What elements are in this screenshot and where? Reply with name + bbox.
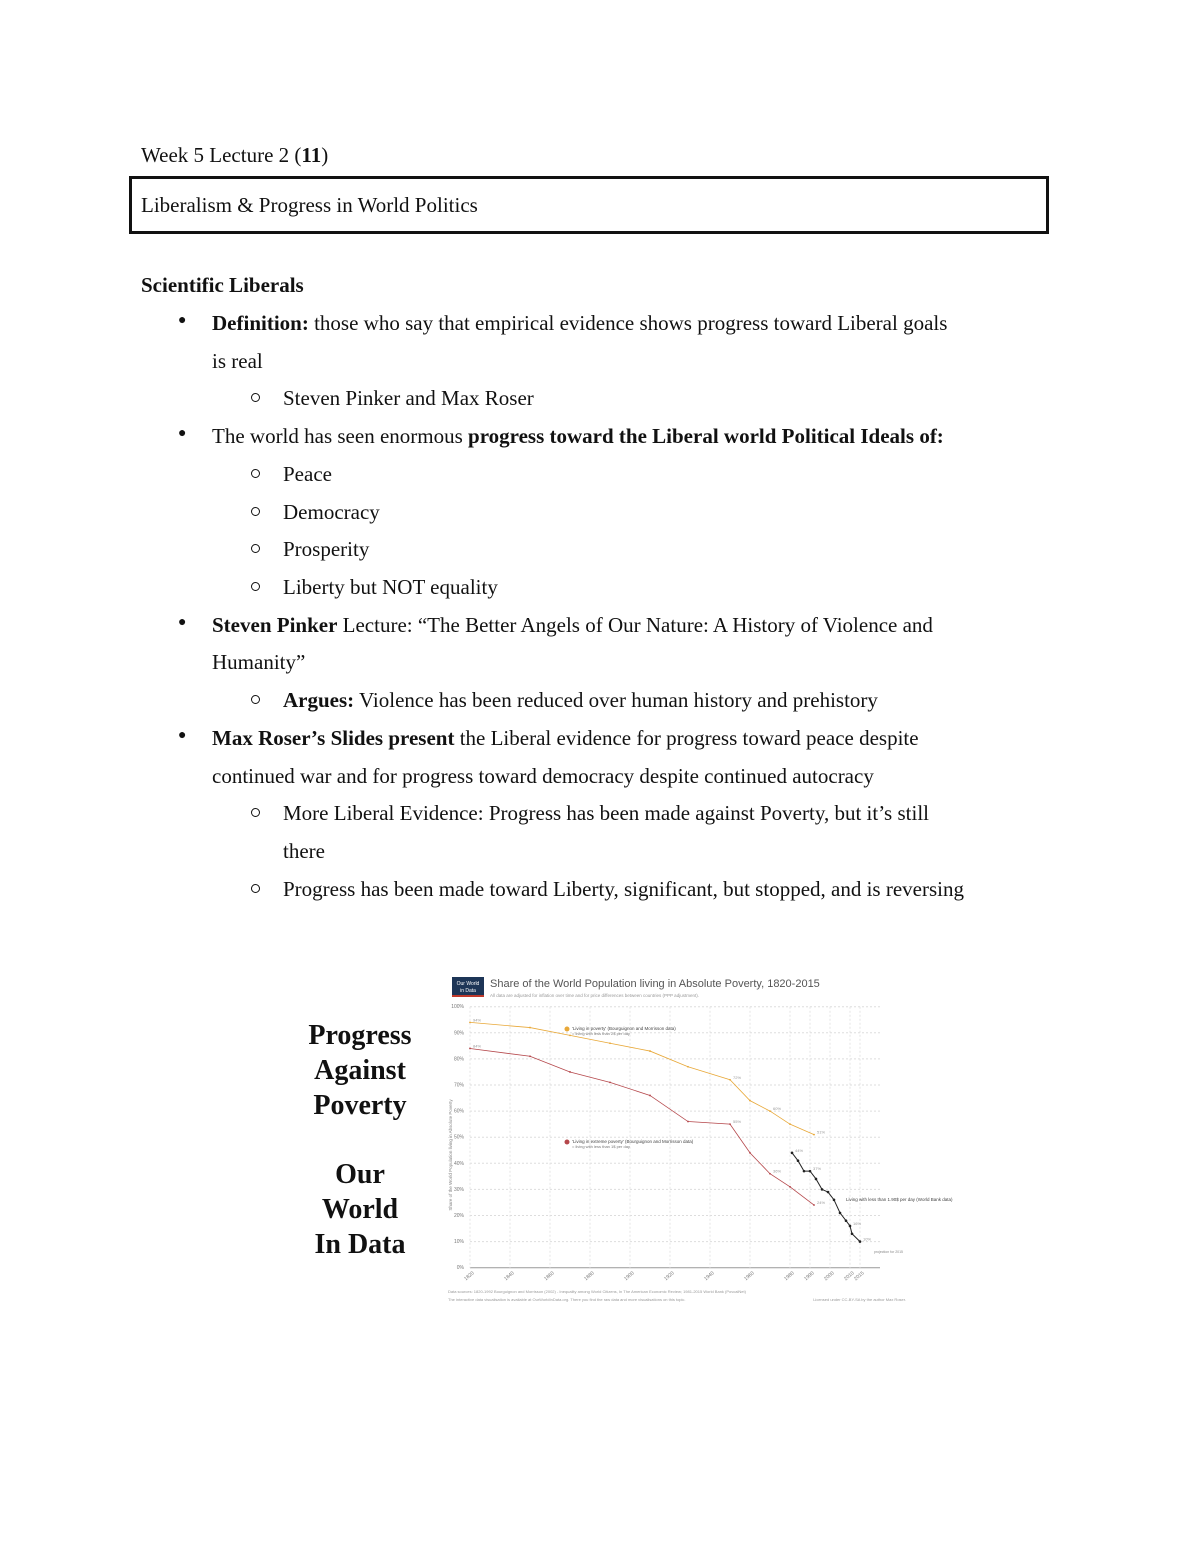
data-point bbox=[815, 1178, 818, 1181]
x-tick-label: 1980 bbox=[783, 1270, 796, 1283]
data-point bbox=[569, 1071, 571, 1073]
figure-caption-1: Progress Against Poverty bbox=[308, 1020, 412, 1121]
chart-subtitle: All data are adjusted for inflation over time and for price differences between countries (PPP adjustment). bbox=[490, 993, 699, 998]
sub-bullet-icon bbox=[251, 695, 260, 704]
data-point bbox=[803, 1170, 806, 1173]
data-point bbox=[469, 1048, 471, 1050]
pinker-line: Steven Pinker Lecture: “The Better Angels of Our Nature: A History of Violence and bbox=[212, 613, 933, 637]
y-tick-label: 50% bbox=[453, 1134, 464, 1141]
sub-bullet-icon bbox=[251, 469, 260, 478]
definition-line-2: is real bbox=[212, 349, 263, 373]
data-point bbox=[469, 1021, 471, 1023]
roser-sub-1b: there bbox=[283, 839, 325, 863]
chart-title: Share of the World Population living in Absolute Poverty, 1820-2015 bbox=[490, 978, 820, 990]
annotation: Living with less than 1.90$ per day (World Bank data) bbox=[846, 1197, 953, 1202]
series-line bbox=[470, 1048, 814, 1205]
roser-line-2: continued war and for progress toward democracy despite continued autocracy bbox=[212, 764, 874, 788]
y-tick-label: 30% bbox=[453, 1186, 464, 1193]
data-point bbox=[609, 1081, 611, 1083]
data-point bbox=[529, 1027, 531, 1029]
sub-bullet-icon bbox=[251, 544, 260, 553]
data-label: 24% bbox=[817, 1200, 826, 1206]
y-tick-label: 60% bbox=[453, 1108, 464, 1115]
data-point bbox=[789, 1123, 791, 1125]
definition-line: Definition: those who say that empirical evidence shows progress toward Liberal goals bbox=[212, 311, 948, 335]
data-point bbox=[609, 1042, 611, 1044]
data-point bbox=[851, 1232, 854, 1235]
document-title: Liberalism & Progress in World Politics bbox=[141, 193, 478, 217]
data-point bbox=[769, 1110, 771, 1112]
sub-bullet-icon bbox=[251, 808, 260, 817]
svg-text:Our World: Our World bbox=[456, 981, 480, 987]
data-point bbox=[789, 1186, 791, 1188]
chart-footer-1: Data sources: 1820-1992 Bourguignon and Morrisson (2002) - Inequality among World Citizens, In The American Economic Review; 1981-2015 World Bank (PovcalNet) bbox=[448, 1289, 746, 1294]
sub-bullet-icon bbox=[251, 393, 260, 402]
y-tick-label: 90% bbox=[453, 1030, 464, 1037]
x-tick-label: 1860 bbox=[543, 1270, 556, 1283]
data-label: 55% bbox=[733, 1119, 742, 1125]
section-heading: Scientific Liberals bbox=[141, 273, 304, 297]
series-line bbox=[470, 1022, 814, 1134]
x-tick-label: 1840 bbox=[503, 1270, 516, 1283]
data-point bbox=[859, 1240, 862, 1243]
ideal-item: Liberty but NOT equality bbox=[283, 575, 498, 599]
poverty-chart bbox=[444, 975, 953, 1307]
data-label: 51% bbox=[817, 1129, 826, 1135]
y-tick-label: 100% bbox=[451, 1004, 464, 1011]
bullet-icon: ● bbox=[178, 615, 187, 630]
title-box bbox=[129, 176, 1049, 234]
data-point bbox=[687, 1121, 689, 1123]
owid-logo bbox=[452, 977, 484, 997]
data-label: 10% bbox=[863, 1236, 872, 1242]
data-label: 36% bbox=[773, 1168, 782, 1174]
roser-sub-1: More Liberal Evidence: Progress has been made against Poverty, but it’s still bbox=[283, 801, 929, 825]
y-tick-label: 0% bbox=[456, 1265, 464, 1272]
data-point bbox=[687, 1066, 689, 1068]
pinker-line-2: Humanity” bbox=[212, 650, 306, 674]
x-tick-label: 2010 bbox=[843, 1270, 856, 1283]
lecture-label: Week 5 Lecture 2 (11) bbox=[141, 143, 329, 167]
svg-text:in Data: in Data bbox=[460, 988, 476, 994]
x-tick-label: 1920 bbox=[663, 1270, 676, 1283]
data-label: 94% bbox=[473, 1017, 482, 1023]
sub-bullet-icon bbox=[251, 507, 260, 516]
x-tick-label: 1960 bbox=[743, 1270, 756, 1283]
legend-label: 'Living in extreme poverty' (Bourguignon and Morrisson data) bbox=[572, 1139, 694, 1144]
data-label: 16% bbox=[853, 1220, 862, 1226]
data-point bbox=[649, 1050, 651, 1052]
x-tick-label: 1990 bbox=[803, 1270, 816, 1283]
data-point bbox=[649, 1095, 651, 1097]
chart-license: Licensed under CC-BY-SA by the author Max Roser. bbox=[813, 1297, 906, 1302]
data-point bbox=[821, 1188, 824, 1191]
argues-line: Argues: Violence has been reduced over human history and prehistory bbox=[283, 688, 878, 712]
sub-bullet-icon bbox=[251, 884, 260, 893]
data-point bbox=[849, 1225, 852, 1228]
y-axis-label: Share of the World Population living in Absolute Poverty bbox=[448, 1099, 453, 1211]
data-label: 60% bbox=[773, 1106, 782, 1112]
data-point bbox=[833, 1199, 836, 1202]
legend-note: = living with less than 1$ per day bbox=[572, 1144, 630, 1149]
data-point bbox=[797, 1159, 800, 1162]
world-line: The world has seen enormous progress toward the Liberal world Political Ideals of: bbox=[212, 424, 944, 448]
ideal-item: Peace bbox=[283, 462, 332, 486]
x-tick-label: 1900 bbox=[623, 1270, 636, 1283]
y-tick-label: 20% bbox=[453, 1213, 464, 1219]
x-tick-label: 1820 bbox=[463, 1270, 476, 1283]
data-label: 44% bbox=[795, 1147, 804, 1153]
data-point bbox=[749, 1100, 751, 1102]
bullet-icon: ● bbox=[178, 426, 187, 441]
y-tick-label: 10% bbox=[453, 1239, 464, 1246]
data-label: 84% bbox=[473, 1043, 482, 1049]
roser-sub-2: Progress has been made toward Liberty, significant, but stopped, and is reversing bbox=[283, 877, 964, 901]
data-point bbox=[769, 1173, 771, 1175]
data-point bbox=[529, 1055, 531, 1057]
y-tick-label: 80% bbox=[453, 1056, 464, 1063]
data-point bbox=[813, 1134, 815, 1136]
chart-footer-2: The interactive data visualisation is available at OurWorldInData.org. There you find the raw data and more visualisations on this topic. bbox=[448, 1297, 686, 1302]
definition-sub: Steven Pinker and Max Roser bbox=[283, 386, 534, 410]
legend-label: 'Living in poverty' (Bourguignon and Morrisson data) bbox=[572, 1026, 676, 1031]
x-tick-label: 2015 bbox=[853, 1270, 866, 1283]
bullet-icon: ● bbox=[178, 313, 187, 328]
x-tick-label: 1880 bbox=[583, 1270, 596, 1283]
legend-marker bbox=[565, 1027, 570, 1032]
y-tick-label: 70% bbox=[453, 1082, 464, 1089]
data-point bbox=[839, 1212, 842, 1215]
data-point bbox=[749, 1152, 751, 1154]
ideal-item: Prosperity bbox=[283, 537, 370, 561]
data-point bbox=[813, 1204, 815, 1206]
data-label: 72% bbox=[733, 1074, 742, 1080]
sub-bullet-icon bbox=[251, 582, 260, 591]
y-tick-label: 40% bbox=[453, 1160, 464, 1167]
data-point bbox=[729, 1123, 731, 1125]
roser-line: Max Roser’s Slides present the Liberal evidence for progress toward peace despite bbox=[212, 726, 919, 750]
data-point bbox=[791, 1152, 794, 1155]
x-tick-label: 2000 bbox=[823, 1270, 836, 1283]
data-point bbox=[845, 1219, 848, 1222]
figure-caption-2: Our World In Data bbox=[314, 1159, 406, 1260]
bullet-icon: ● bbox=[178, 728, 187, 743]
annotation: projection for 2015 bbox=[874, 1250, 903, 1254]
data-point bbox=[809, 1170, 812, 1173]
data-point bbox=[729, 1079, 731, 1081]
legend-note: = living with less than 2$ per day bbox=[572, 1031, 630, 1036]
data-point bbox=[827, 1191, 830, 1194]
x-tick-label: 1940 bbox=[703, 1270, 716, 1283]
legend-marker bbox=[565, 1140, 570, 1145]
data-label: 37% bbox=[813, 1166, 822, 1172]
ideal-item: Democracy bbox=[283, 500, 380, 524]
data-point bbox=[569, 1035, 571, 1037]
